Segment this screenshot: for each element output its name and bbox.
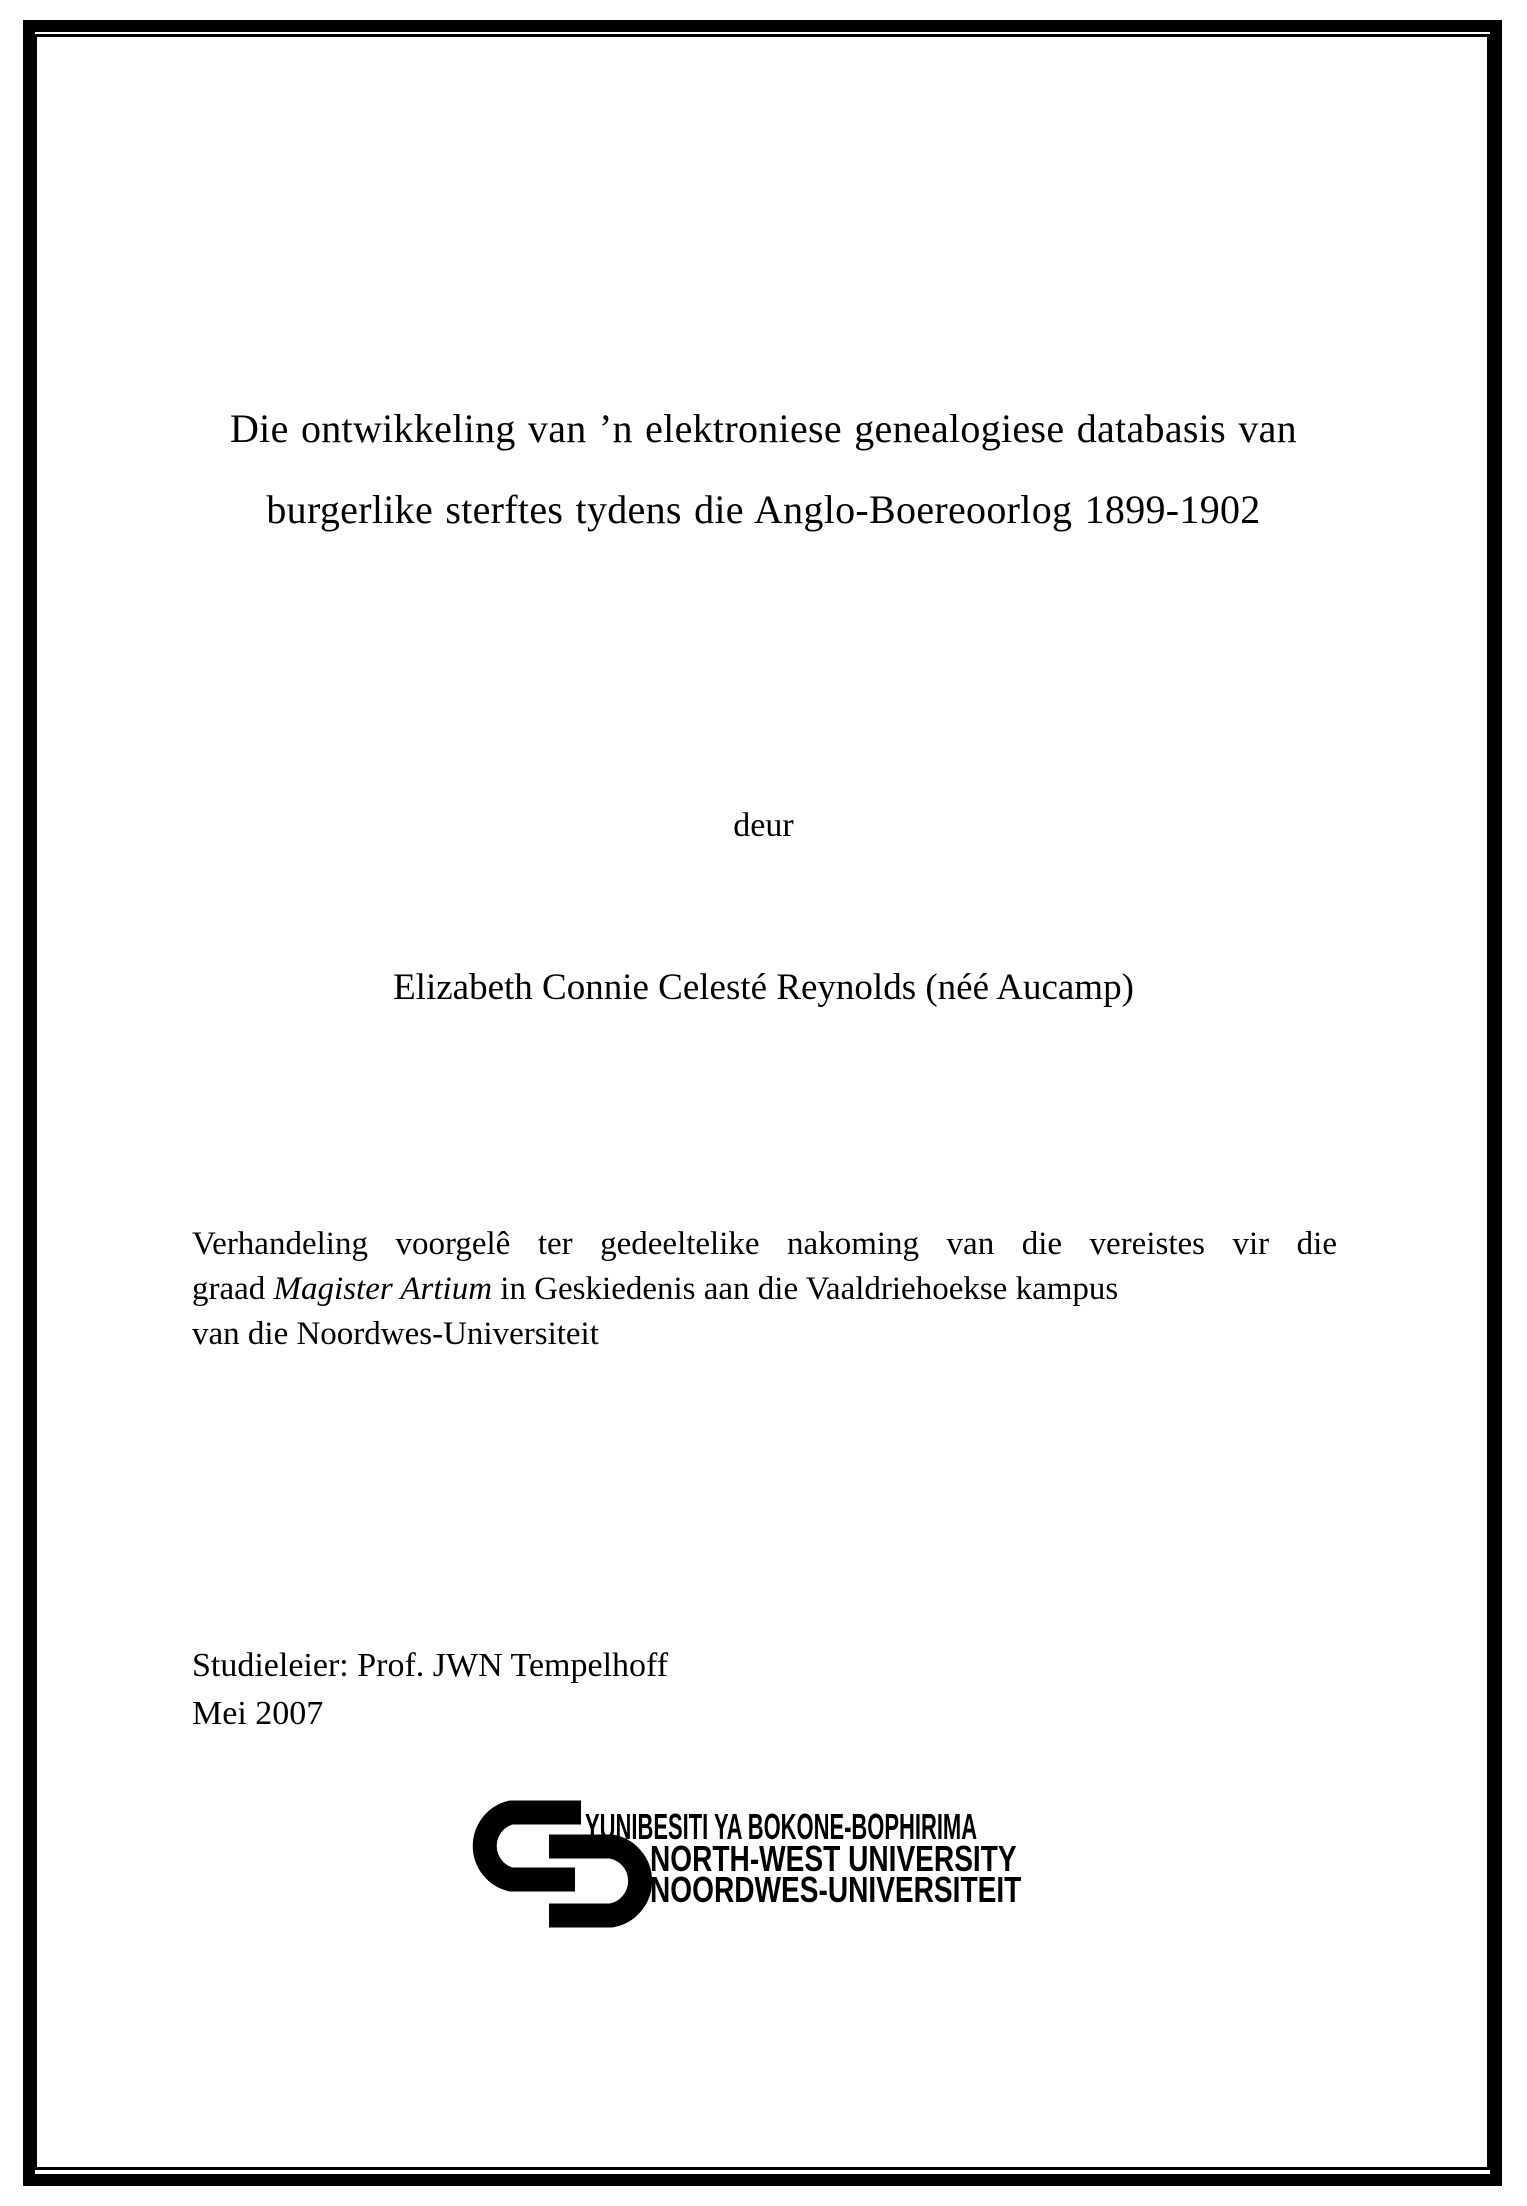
supervisor-line: Studieleier: Prof. JWN Tempelhoff: [192, 1647, 669, 1684]
logo-text-setswana: YUNIBESITI YA BOKONE-BOPHIRIMA: [585, 1806, 978, 1847]
thesis-title-line1: Die ontwikkeling van ’n elektroniese genealogiese databasis van: [229, 406, 1297, 451]
thesis-title-line2: burgerlike sterftes tydens die Anglo-Boereoorlog 1899-1902: [266, 487, 1261, 532]
logo-text-afrikaans: NOORDWES-UNIVERSITEIT: [650, 1869, 1022, 1910]
statement-degree-name: Magister Artium: [273, 1271, 493, 1307]
author-name: Elizabeth Connie Celesté Reynolds (néé Aucamp): [393, 967, 1134, 1008]
thesis-title: [90, 388, 1437, 550]
supervisor-and-date: [192, 1642, 668, 1738]
statement-line2-suffix: in Geskiedenis aan die Vaaldriehoekse kampus: [492, 1271, 1119, 1307]
statement-line2-prefix: graad: [192, 1271, 274, 1307]
statement-line3: van die Noordwes-Universiteit: [192, 1316, 599, 1352]
byline-label: deur: [733, 807, 794, 844]
logo-text-english: NORTH-WEST UNIVERSITY: [650, 1838, 1017, 1879]
statement-line2: [192, 1267, 1337, 1312]
thesis-statement: [192, 1222, 1337, 1357]
date-line: Mei 2007: [192, 1695, 324, 1732]
statement-line1: Verhandeling voorgelê ter gedeeltelike nakoming van die vereistes vir die: [192, 1226, 1337, 1262]
